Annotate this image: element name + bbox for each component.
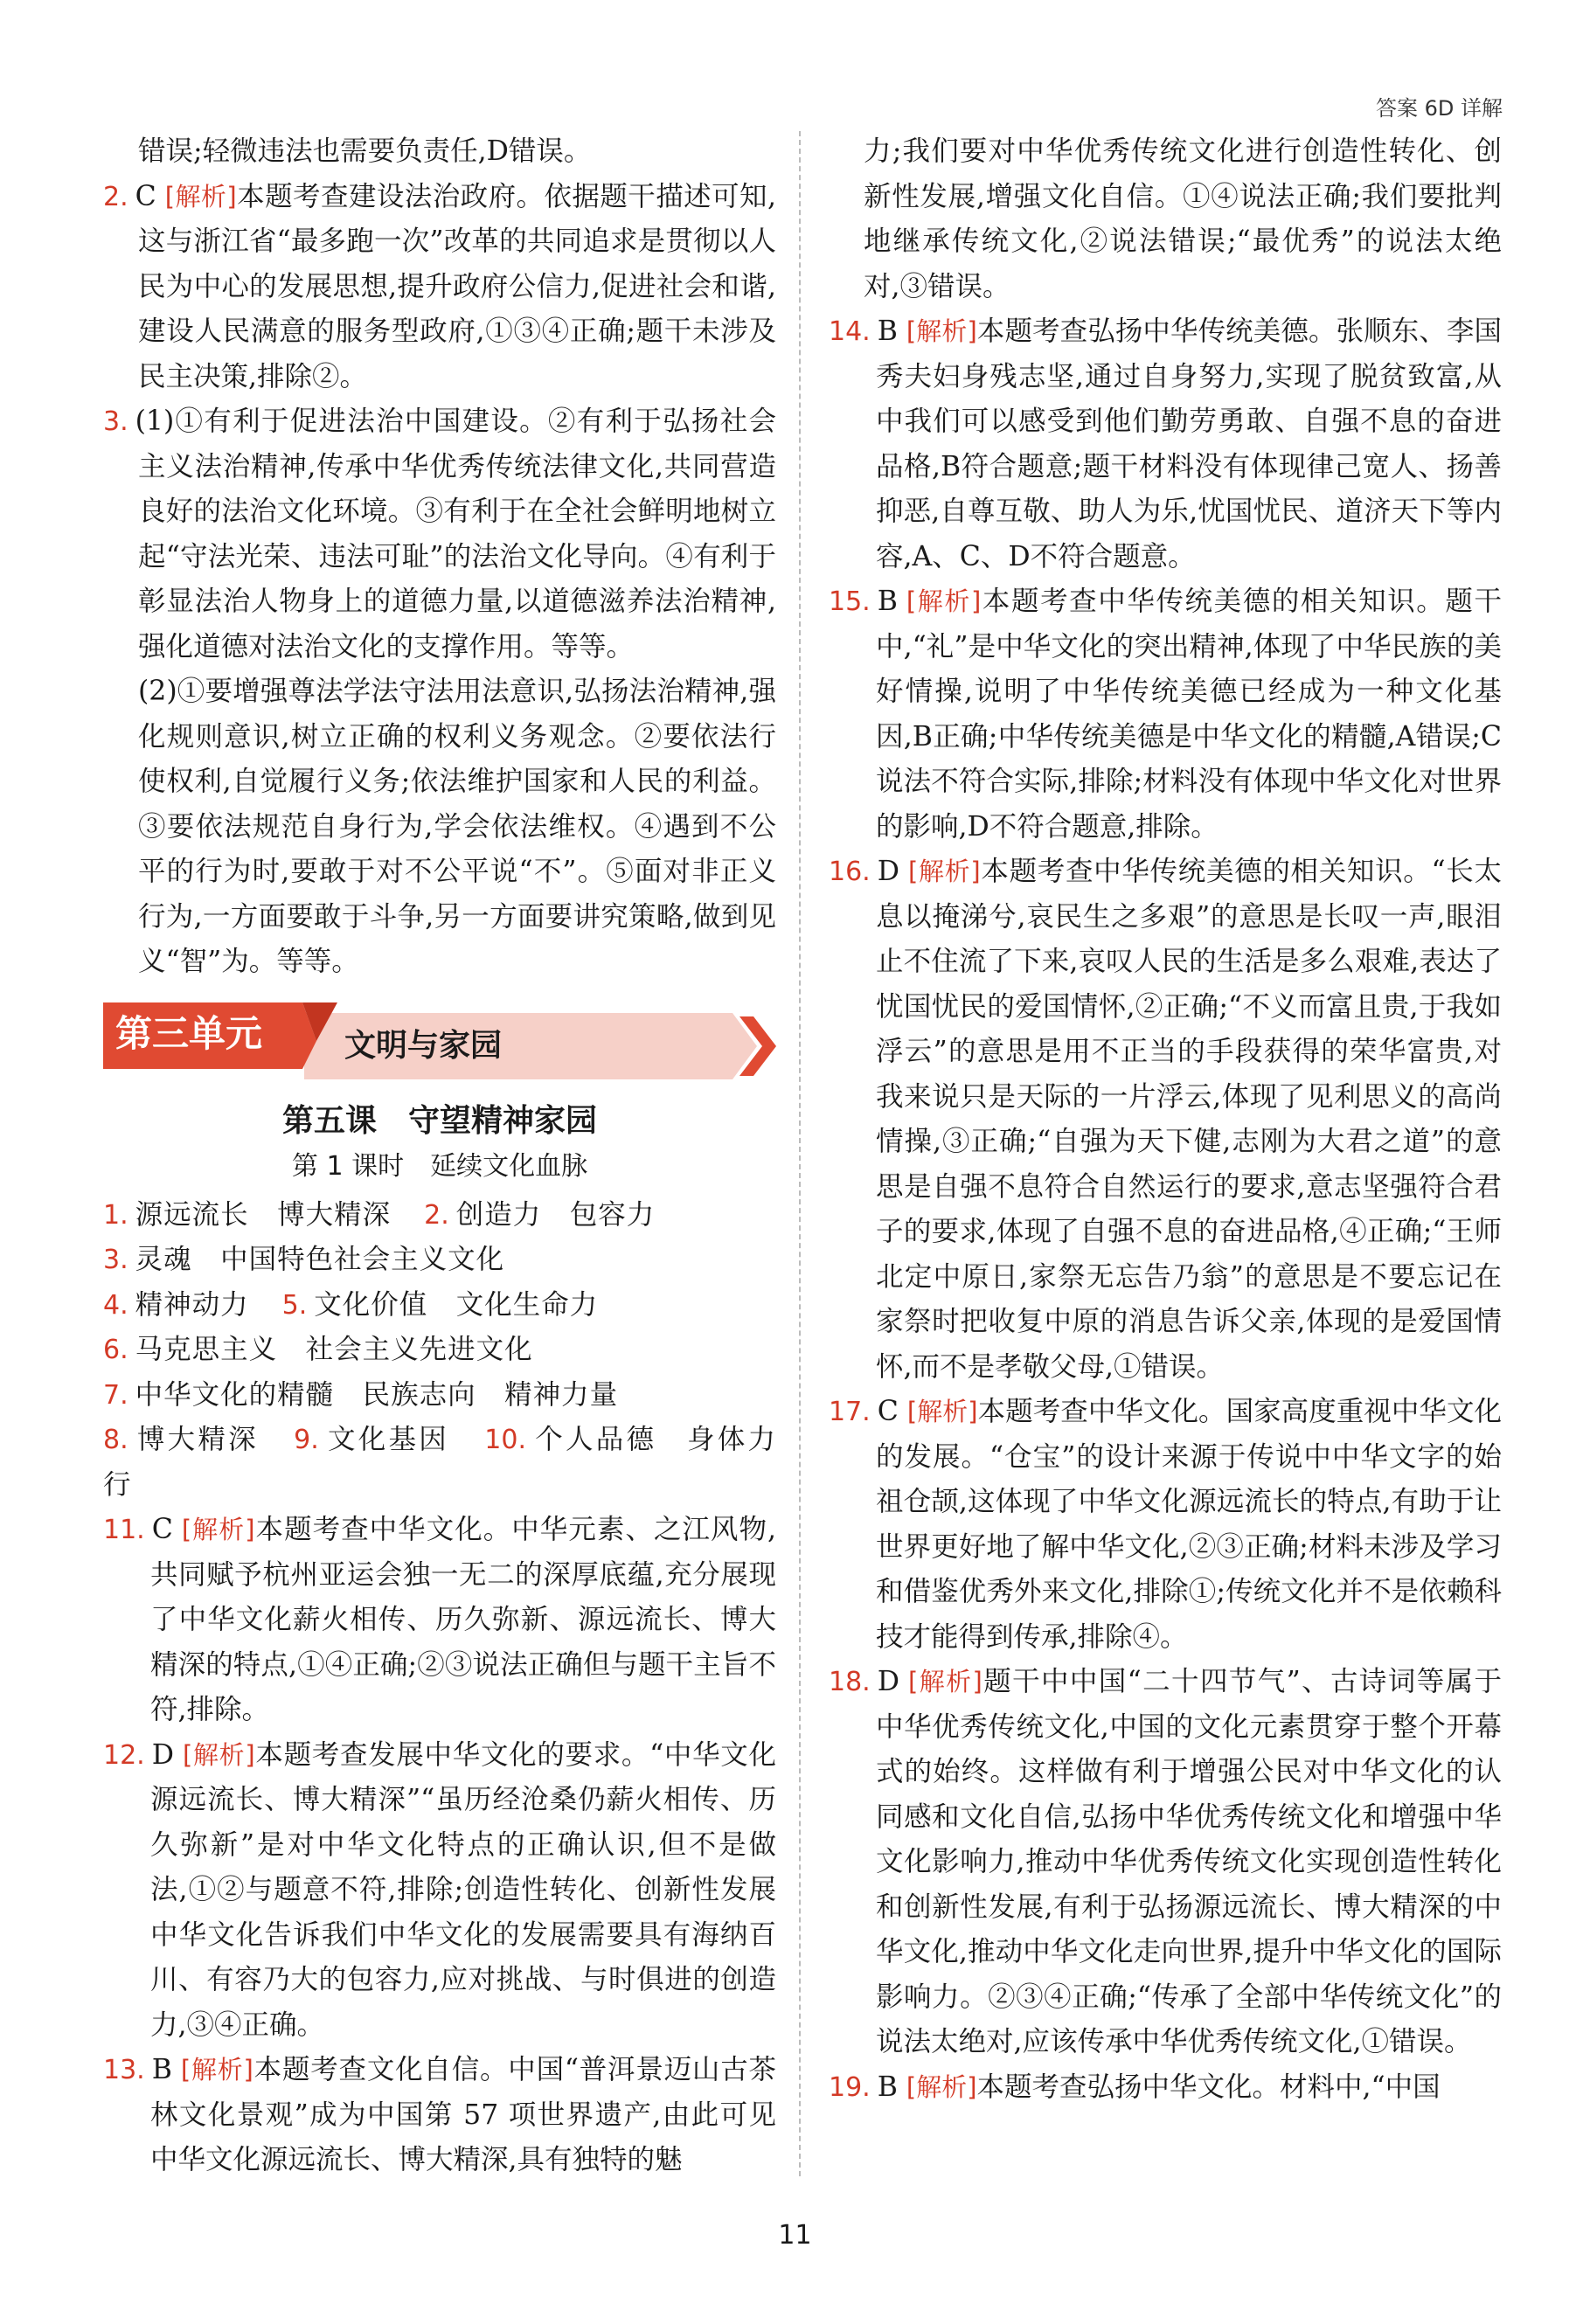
item-text: 中华文化的精髓 民族志向 精神力量 (135, 1378, 619, 1411)
answer-part-1: (1)①有利于促进法治中国建设。②有利于弘扬社会主义法治精神,传承中华优秀传统法律文化,共同营造良好的法治文化环境。③有利于在全社会鲜明地树立起“守法光荣、违法可耻”的法治文化导向。④有利于彰显法治人物身上的道德力量,以道德滋养法治精神,强化道德对法治文化的支撑作用。等等。 (135, 406, 776, 663)
answer-letter: C (151, 1514, 173, 1545)
unit-banner (103, 999, 776, 1079)
analysis-text: 本题考查弘扬中华文化。材料中,“中国 (976, 2071, 1441, 2103)
item-number: 3. (103, 1245, 128, 1275)
analysis-tag: [解析] (906, 586, 982, 616)
fill-line-2 (103, 1238, 776, 1283)
question-17 (829, 1390, 1502, 1660)
analysis-text: 本题考查文化自信。中国“普洱景迈山古茶林文化景观”成为中国第 57 项世界遗产,由此可见中华文化源远流长、博大精深,具有独特的魅 (150, 2054, 776, 2175)
question-18 (829, 1660, 1502, 2065)
answer-letter: B (151, 2054, 172, 2085)
fill-item (103, 1379, 618, 1411)
item-number: 6. (103, 1335, 128, 1365)
analysis-text: 本题考查中华传统美德的相关知识。“长太息以掩涕兮,哀民生之多艰”的意思是长叹一声,眼泪止不住流了下来,哀叹人民的生活是多么艰难,表达了忧国忧民的爱国情怀,②正确;“不义而富且贵,于我如浮云”的意思是用不正当的手段获得的荣华富贵,对我来说只是天际的一片浮云,体现了见利思义的高尚情操,③正确;“自强为天下健,志刚为大君之道”的意思是自强不息符合自然运行的要求,意志坚强符合君子的要求,体现了自强不息的奋进品格,④正确;“王师北定中原日,家祭无忘告乃翁”的意思是不要忘记在家祭时把收复中原的消息告诉父亲,体现的是爱国情怀,而不是孝敬父母,①错误。 (876, 856, 1502, 1383)
item-text: 源远流长 博大精深 (135, 1198, 392, 1231)
left-column (103, 129, 776, 2183)
analysis-text: 本题考查建设法治政府。依据题干描述可知,这与浙江省“最多跑一次”改革的共同追求是贯彻以人民为中心的发展思想,提升政府公信力,促进社会和谐,建设人民满意的服务型政府,①③④正确;题干未涉及民主决策,排除②。 (138, 180, 776, 392)
question-number: 12. (103, 1739, 145, 1771)
fill-line-6 (103, 1418, 776, 1508)
item-text: 文化基因 (325, 1424, 450, 1455)
item-number: 10. (484, 1425, 526, 1455)
analysis-tag: [解析] (906, 2071, 977, 2102)
question-15 (829, 579, 1502, 850)
analysis-text: 本题考查中华文化。中华元素、之江风物,共同赋予杭州亚运会独一无二的深厚底蕴,充分展现了中华文化薪火相传、历久弥新、源远流长、博大精深的特点,①④正确;②③说法正确但与题干主旨不符,排除。 (150, 1514, 776, 1725)
item-number: 1. (103, 1199, 128, 1231)
fill-item (103, 1199, 391, 1231)
fill-item (294, 1424, 449, 1455)
fill-item (103, 1334, 533, 1365)
item-number: 9. (294, 1425, 319, 1455)
item-text: 个人品德 身体力行 (103, 1424, 776, 1501)
question-number: 16. (829, 857, 871, 887)
question-3 (103, 399, 776, 669)
question-13 (103, 2048, 776, 2183)
item-text: 创造力 包容力 (455, 1198, 656, 1231)
question-number: 15. (829, 586, 871, 617)
item-text: 博大精深 (135, 1424, 259, 1455)
question-11 (103, 1508, 776, 1733)
analysis-tag: [解析] (181, 1515, 255, 1544)
item-number: 7. (103, 1379, 128, 1411)
analysis-tag: [解析] (164, 181, 237, 212)
fill-line-5 (103, 1373, 776, 1419)
question-number: 17. (829, 1397, 871, 1427)
answer-letter: D (877, 856, 899, 887)
continued-answer-text: 错误;轻微违法也需要负责任,D错误。 (138, 135, 592, 167)
analysis-text: 题干中中国“二十四节气”、古诗词等属于中华优秀传统文化,中国的文化元素贯穿于整个开幕式的始终。这样做有利于增强公民对中华文化的认同感和文化自信,弘扬中华优秀传统文化和增强中华文化影响力,推动中华优秀传统文化实现创造性转化和创新性发展,有利于弘扬源远流长、博大精深的中华文化,推动中华文化走向世界,提升中华文化的国际影响力。②③④正确;“传承了全部中华传统文化”的说法太绝对,应该传承中华优秀传统文化,①错误。 (876, 1666, 1502, 2057)
question-number: 14. (829, 316, 871, 347)
page-header: 答案 6D 详解 (1375, 96, 1503, 121)
answer-letter: D (877, 1666, 899, 1697)
analysis-text: 本题考查中华文化。国家高度重视中华文化的发展。“仓宝”的设计来源于传说中中华文字的始祖仓颉,这体现了中华文化源远流长的特点,有助于让世界更好地了解中华文化,②③正确;材料未涉及学习和借鉴优秀外来文化,排除①;传统文化并不是依赖科技才能得到传承,排除④。 (876, 1396, 1502, 1653)
analysis-text: 本题考查发展中华文化的要求。“中华文化源远流长、博大精深”“虽历经沧桑仍薪火相传、历久弥新”是对中华文化特点的正确认识,但不是做法,①②与题意不符,排除;创造性转化、创新性发展中华文化告诉我们中华文化的发展需要具有海纳百川、有容乃大的包容力,应对挑战、与时俱进的创造力,③④正确。 (150, 1738, 776, 2041)
analysis-tag: [解析] (907, 1667, 982, 1696)
fill-item (103, 1424, 259, 1455)
item-text: 马克思主义 社会主义先进文化 (135, 1334, 533, 1365)
question-number: 2. (103, 181, 128, 212)
period-title: 第 1 课时 延续文化血脉 (291, 1150, 588, 1182)
analysis-tag: [解析] (182, 1739, 255, 1770)
fill-item (103, 1244, 504, 1275)
analysis-text: 本题考查中华传统美德的相关知识。题干中,“礼”是中华文化的突出精神,体现了中华民族的美好情操,说明了中华传统美德已经成为一种文化基因,B正确;中华传统美德是中华文化的精髓,A错误;C说法不符合实际,排除;材料没有体现中华文化对世界的影响,D不符合题意,排除。 (876, 586, 1502, 843)
continued-answer-text: 力;我们要对中华优秀传统文化进行创造性转化、创新性发展,增强文化自信。①④说法正确;我们要批判地继承传统文化,②说法错误;“最优秀”的说法太绝对,③错误。 (864, 135, 1502, 302)
item-text: 灵魂 中国特色社会主义文化 (135, 1244, 505, 1275)
answer-letter: B (877, 316, 898, 347)
analysis-tag: [解析] (907, 857, 981, 886)
answer-letter: C (135, 180, 156, 212)
question-number: 18. (829, 1667, 871, 1697)
answer-letter: B (877, 2071, 898, 2103)
item-text: 精神动力 (135, 1288, 249, 1321)
analysis-tag: [解析] (906, 316, 977, 346)
fill-item (282, 1289, 599, 1321)
item-number: 2. (424, 1199, 449, 1231)
page-number: 11 (778, 2220, 812, 2251)
item-number: 4. (103, 1289, 128, 1321)
analysis-text: 本题考查弘扬中华传统美德。张顺东、李国秀夫妇身残志坚,通过自身努力,实现了脱贫致富,从中我们可以感受到他们勤劳勇敢、自强不息的奋进品格,B符合题意;题干材料没有体现律己宽人、扬善抑恶,自尊互敬、助人为乐,忧国忧民、道济天下等内容,A、C、D不符合题意。 (876, 316, 1502, 572)
answer-part-2: (2)①要增强尊法学法守法用法意识,弘扬法治精神,强化规则意识,树立正确的权利义务观念。②要依法行使权利,自觉履行义务;依法维护国家和人民的利益。③要依法规范自身行为,学会依法维权。④遇到不公平的行为时,要敢于对不公平说“不”。⑤面对非正义行为,一方面要敢于斗争,另一方面要讲究策略,做到见义“智”为。等等。 (138, 676, 776, 977)
item-text: 文化价值 文化生命力 (314, 1288, 599, 1321)
answer-letter: C (877, 1396, 899, 1427)
question-number: 3. (103, 406, 128, 437)
question-12 (103, 1733, 776, 2049)
lesson-title: 第五课 守望精神家园 (281, 1102, 597, 1139)
item-number: 5. (281, 1289, 308, 1321)
right-column (829, 129, 1502, 2110)
column-divider (799, 131, 801, 2176)
fill-line-3 (103, 1283, 776, 1328)
question-number: 11. (103, 1515, 145, 1545)
question-14 (829, 309, 1502, 579)
question-16 (829, 850, 1502, 1390)
fill-item (103, 1289, 249, 1321)
analysis-tag: [解析] (906, 1397, 978, 1426)
fill-line-4 (103, 1328, 776, 1373)
unit-label: 第三单元 (115, 1011, 263, 1055)
question-number: 19. (829, 2071, 871, 2103)
item-number: 8. (103, 1425, 128, 1455)
answer-letter: D (151, 1738, 174, 1771)
answer-letter: B (877, 586, 898, 617)
question-19 (829, 2065, 1502, 2111)
fill-line-1 (103, 1193, 776, 1238)
fill-item (424, 1199, 655, 1231)
unit-title: 文明与家园 (344, 1027, 503, 1064)
question-number: 13. (103, 2055, 145, 2085)
question-2 (103, 175, 776, 400)
analysis-tag: [解析] (180, 2055, 253, 2085)
